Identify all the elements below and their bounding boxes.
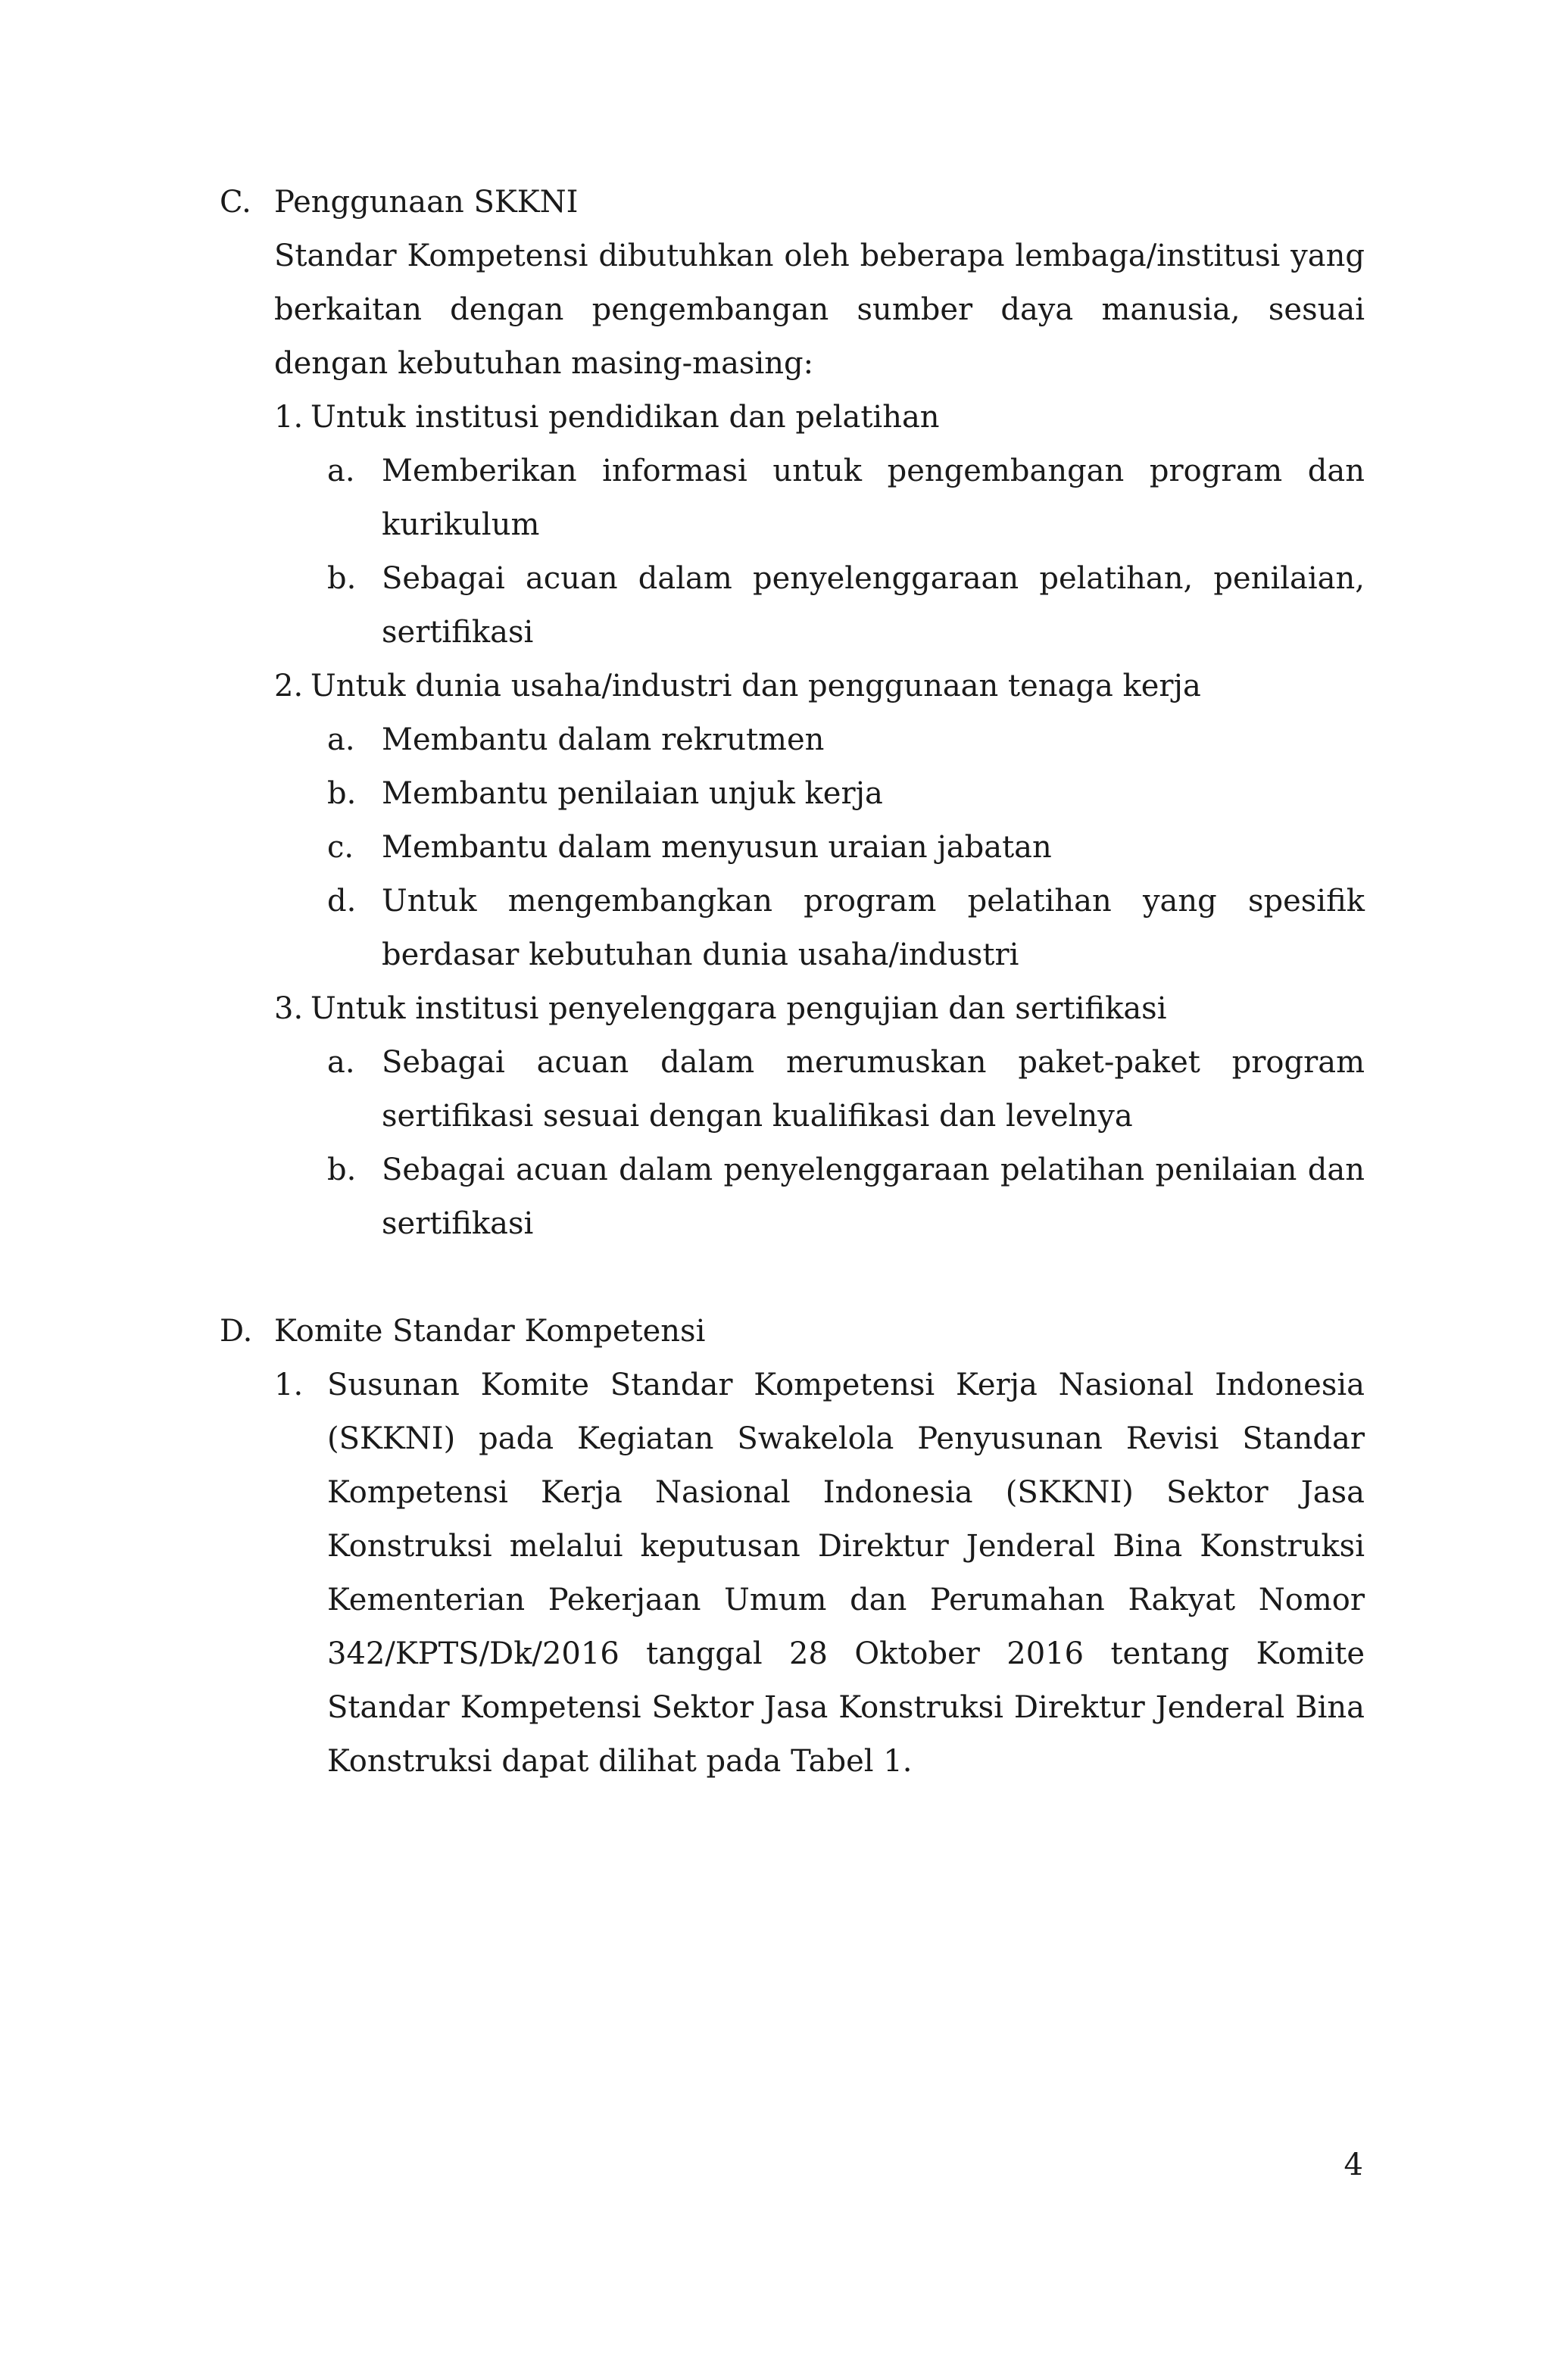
- group-3-number: 3.: [274, 991, 304, 1026]
- group-2-title: Untuk dunia usaha/industri dan penggunaan tenaga kerja: [311, 669, 1201, 703]
- list-item-text: Untuk mengembangkan program pelatihan yang spesifik berdasar kebutuhan dunia usaha/industri: [382, 884, 1365, 972]
- list-item-text: Sebagai acuan dalam penyelenggaraan pelatihan, penilaian, sertifikasi: [382, 561, 1365, 650]
- list-item-label: d.: [327, 884, 357, 919]
- section-d-item-number: 1.: [274, 1368, 304, 1402]
- section-d-label: D.: [220, 1314, 253, 1349]
- list-item-text: Memberikan informasi untuk pengembangan program dan kurikulum: [382, 454, 1365, 542]
- group-3-title: Untuk institusi penyelenggara pengujian dan sertifikasi: [311, 991, 1167, 1026]
- section-c-intro: Standar Kompetensi dibutuhkan oleh beberapa lembaga/institusi yang berkaitan dengan pengembangan sumber daya manusia, sesuai dengan kebutuhan masing-masing:: [274, 239, 1365, 381]
- list-item-text: Membantu dalam rekrutmen: [382, 722, 825, 757]
- page-number: 4: [1343, 2148, 1363, 2182]
- section-c-title: Penggunaan SKKNI: [274, 185, 579, 220]
- list-item-text: Membantu penilaian unjuk kerja: [382, 776, 883, 811]
- group-2-number: 2.: [274, 669, 304, 703]
- list-item-text: Sebagai acuan dalam penyelenggaraan pelatihan penilaian dan sertifikasi: [382, 1153, 1365, 1241]
- list-item-label: a.: [327, 454, 355, 488]
- list-item-label: c.: [327, 830, 354, 865]
- section-d-item-text: Susunan Komite Standar Kompetensi Kerja Nasional Indonesia (SKKNI) pada Kegiatan Swakelola Penyusunan Revisi Standar Kompetensi Kerja Nasional Indonesia (SKKNI) Sektor Jasa Konstruksi melalui keputusan Direktur Jenderal Bina Konstruksi Kementerian Pekerjaan Umum dan Perumahan Rakyat Nomor 342/KPTS/Dk/2016 tanggal 28 Oktober 2016 tentang Komite Standar Kompetensi Sektor Jasa Konstruksi Direktur Jenderal Bina Konstruksi dapat dilihat pada Tabel 1.: [327, 1368, 1365, 1779]
- list-item-text: Sebagai acuan dalam merumuskan paket-paket program sertifikasi sesuai dengan kualifikasi dan levelnya: [382, 1045, 1365, 1134]
- list-item-text: Membantu dalam menyusun uraian jabatan: [382, 830, 1052, 865]
- group-1-number: 1.: [274, 400, 304, 435]
- list-item-label: a.: [327, 722, 355, 757]
- list-item-label: a.: [327, 1045, 355, 1080]
- group-1-title: Untuk institusi pendidikan dan pelatihan: [311, 400, 940, 435]
- section-c-label: C.: [220, 185, 251, 220]
- list-item-label: b.: [327, 561, 357, 596]
- list-item-label: b.: [327, 776, 357, 811]
- list-item-label: b.: [327, 1153, 357, 1187]
- section-d-title: Komite Standar Kompetensi: [274, 1314, 706, 1349]
